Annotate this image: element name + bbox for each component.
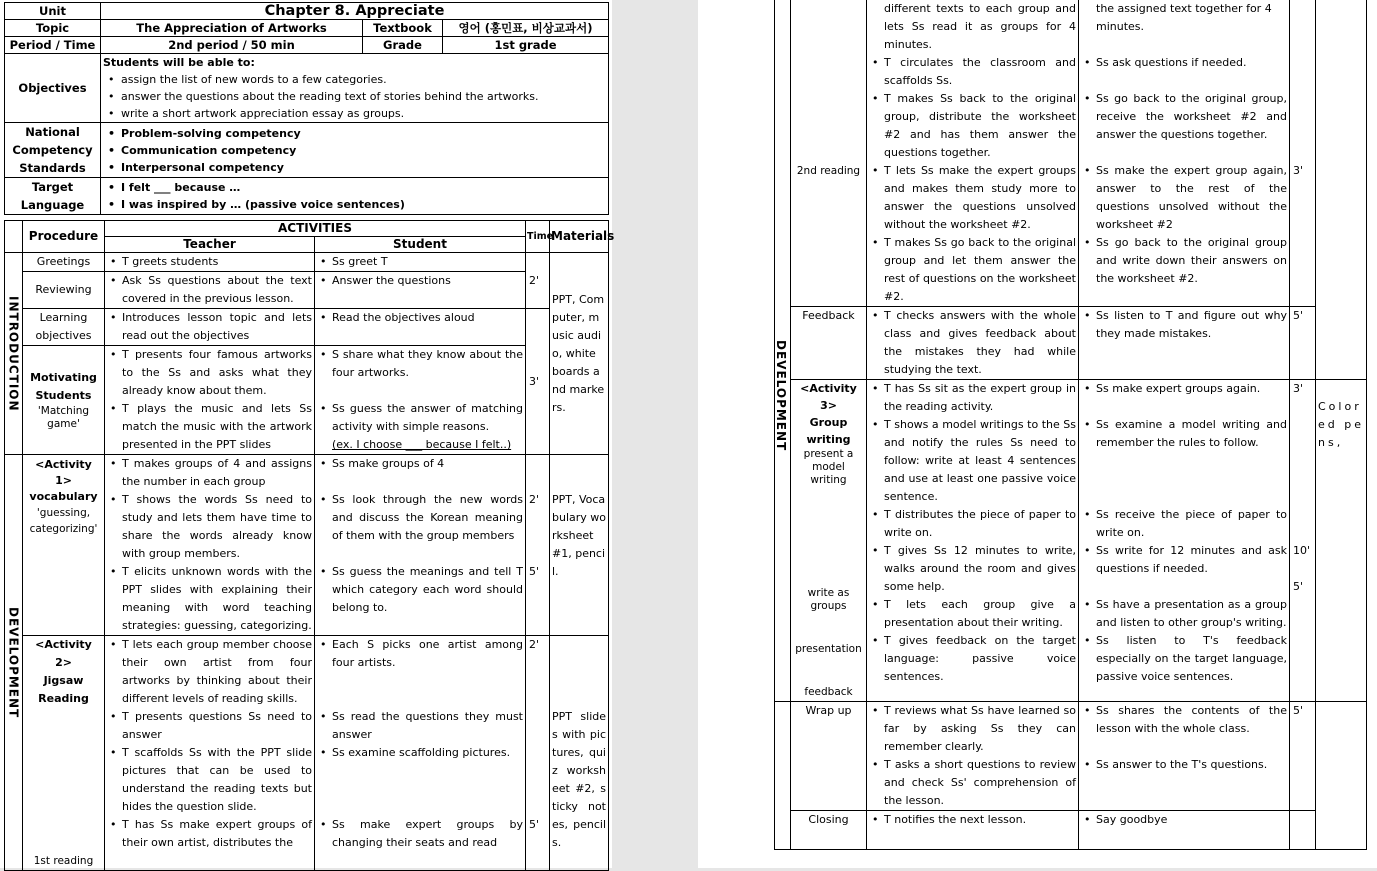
proc-2nd-reading	[791, 0, 867, 307]
target-cell	[101, 178, 609, 215]
teacher-item: • T makes Ss go back to the original group and let them answer the rest of questions on the worksheet #2.	[869, 234, 1076, 306]
time-value: 5'	[529, 565, 540, 578]
time-cell	[1290, 380, 1316, 702]
textbook-label: Textbook	[363, 20, 443, 37]
teacher-header: Teacher	[105, 237, 315, 253]
time-cell: 5'	[1290, 307, 1316, 380]
materials-header: Materials	[550, 221, 609, 253]
proc-line: <Activity 1>	[35, 458, 92, 487]
objective-item: • answer the questions about the reading text of stories behind the artworks.	[103, 88, 606, 105]
student-cell	[1079, 811, 1290, 850]
teacher-cell	[105, 455, 315, 636]
proc-activity-1	[23, 455, 105, 636]
student-item: • Ss examine scaffolding pictures.	[317, 744, 523, 762]
time-cell	[526, 455, 550, 636]
student-cell	[315, 346, 526, 455]
objective-item: • write a short artwork appreciation essay as groups.	[103, 105, 606, 122]
materials-empty	[1316, 0, 1367, 380]
teacher-cell	[867, 0, 1079, 307]
proc-closing: Closing	[791, 811, 867, 850]
student-item: • Ss answer to the T's questions.	[1081, 756, 1287, 774]
objectives-list	[103, 71, 606, 122]
proc-line: Students	[35, 389, 92, 402]
proc-sub-line: feedback	[804, 686, 853, 698]
time-value: 2'	[529, 638, 540, 651]
time-value: 2'	[529, 493, 540, 506]
teacher-item: • T gives Ss 12 minutes to write, walks around the room and gives some help.	[869, 542, 1076, 596]
standards-label	[5, 123, 101, 178]
teacher-item: • T notifies the next lesson.	[869, 811, 1076, 829]
student-cell	[315, 309, 526, 346]
teacher-cell	[867, 811, 1079, 850]
teacher-item: • T scaffolds Ss with the PPT slide pictures that can be used to understand the reading texts but hides the question slide.	[107, 744, 312, 816]
student-item: • Ss guess the answer of matching activity with simple reasons.	[317, 400, 523, 436]
student-item: • Answer the questions	[317, 272, 523, 290]
proc-sub-line: 'Matching	[37, 405, 90, 417]
teacher-cell	[105, 346, 315, 455]
lesson-info-table	[4, 2, 609, 215]
proc-sub-line: presentation	[795, 643, 862, 655]
student-item: • Ss ask questions if needed.	[1081, 54, 1287, 72]
proc-sub-line: categorizing'	[29, 523, 98, 535]
teacher-item: • Introduces lesson topic and lets read out the objectives	[107, 309, 312, 345]
proc-motivating	[23, 346, 105, 455]
teacher-item: • T asks a short questions to review and check Ss' comprehension of the lesson.	[869, 756, 1076, 810]
page-left	[0, 0, 615, 868]
standard-item: • Interpersonal competency	[103, 159, 606, 176]
proc-sub-line: 'guessing,	[36, 507, 91, 519]
time-cell: 5'	[1290, 702, 1316, 811]
target-label-line: Target	[31, 180, 74, 194]
teacher-item: • T distributes the piece of paper to write on.	[869, 506, 1076, 542]
proc-sub-line: groups	[810, 600, 847, 612]
page-right	[698, 0, 1377, 868]
proc-activity-3	[791, 380, 867, 702]
lesson-plan-table-left	[4, 220, 615, 871]
teacher-item: • T greets students	[107, 253, 312, 271]
time-value: 5'	[529, 818, 540, 831]
proc-line: Learning	[39, 311, 88, 324]
time-cell	[526, 636, 550, 871]
objectives-intro: Students will be able to:	[103, 56, 255, 69]
student-item: • Ss have a presentation as a group and listen to other group's writing.	[1081, 596, 1287, 632]
unit-value: Chapter 8. Appreciate	[101, 3, 609, 20]
proc-line: vocabulary	[29, 490, 98, 503]
proc-sub-line: 2nd reading	[796, 165, 861, 177]
student-header: Student	[315, 237, 526, 253]
materials-activity-1: PPT, Vocabulary worksheet #1, pencil.	[550, 455, 609, 636]
proc-line: Motivating	[30, 371, 97, 384]
student-item: • Ss read the questions they must answer	[317, 708, 523, 744]
student-item: • S share what they know about the four artworks.	[317, 346, 523, 382]
standards-cell	[101, 123, 609, 178]
student-item: • Ss look through the new words and discuss the Korean meaning of them with the group members	[317, 491, 523, 545]
student-cell	[1079, 702, 1290, 811]
proc-line: Group writing	[806, 416, 851, 446]
target-label-line: Language	[20, 198, 85, 212]
proc-activity-2	[23, 636, 105, 871]
lesson-plan-table-right	[774, 0, 1367, 850]
teacher-item: • T lets each group member choose their own artist from four artworks by thinking about their different levels of reading skills.	[107, 636, 312, 708]
teacher-item: • T lets Ss make the expert groups and makes them study more to answer the questions unsolved without the worksheet #2.	[869, 162, 1076, 234]
time-cell	[1290, 0, 1316, 307]
activities-header: ACTIVITIES	[105, 221, 526, 237]
standards-label-line: Competency	[12, 143, 93, 157]
teacher-item: • T elicits unknown words with the PPT slides with explaining their meaning with word teaching strategies: guessing, categorizing.	[107, 563, 312, 635]
proc-sub-line: 1st reading	[33, 855, 94, 867]
student-cell	[1079, 0, 1290, 307]
objective-item: • assign the list of new words to a few categories.	[103, 71, 606, 88]
teacher-item: • T has Ss sit as the expert group in the reading activity.	[869, 380, 1076, 416]
materials-activity-2: PPT slides with pictures, quiz worksheet #2, sticky notes, pencils.	[550, 636, 609, 871]
target-item: • I felt ___ because …	[103, 179, 606, 196]
materials-activity-3: Colored pens,	[1316, 380, 1367, 702]
materials-empty	[1316, 702, 1367, 850]
teacher-cell	[105, 253, 315, 272]
proc-reviewing: Reviewing	[23, 272, 105, 309]
stage-consolidation	[775, 702, 791, 850]
objectives-cell	[101, 54, 609, 123]
student-item: • Ss examine a model writing and remember the rules to follow.	[1081, 416, 1287, 452]
target-label	[5, 178, 101, 215]
student-item: • Ss shares the contents of the lesson with the whole class.	[1081, 702, 1287, 738]
teacher-item: • T makes Ss back to the original group, distribute the worksheet #2 and has them answer the questions together.	[869, 90, 1076, 162]
teacher-item: • T reviews what Ss have learned so far by asking Ss they can remember clearly.	[869, 702, 1076, 756]
proc-line: <Activity 3>	[800, 382, 857, 412]
student-item: • Ss make expert groups again.	[1081, 380, 1287, 398]
target-list	[103, 179, 606, 213]
proc-line: objectives	[35, 329, 92, 342]
student-item: • Read the objectives aloud	[317, 309, 523, 327]
teacher-item: • T shows the words Ss need to study and lets them have time to share the words already know with group members.	[107, 491, 312, 563]
grade-value: 1st grade	[443, 37, 609, 54]
student-example: (ex. I choose ___ because I felt..)	[332, 438, 512, 451]
topic-value: The Appreciation of Artworks	[101, 20, 363, 37]
proc-line: Jigsaw Reading	[38, 674, 89, 705]
teacher-item: • T presents questions Ss need to answer	[107, 708, 312, 744]
student-item: • Ss listen to T's feedback especially on the target language, passive voice sentences.	[1081, 632, 1287, 686]
teacher-cell	[105, 309, 315, 346]
student-cell	[315, 455, 526, 636]
student-cell	[315, 636, 526, 871]
student-item: the assigned text together for 4 minutes.	[1096, 2, 1272, 33]
topic-label: Topic	[5, 20, 101, 37]
time-cell: 3'	[526, 309, 550, 455]
teacher-cell	[867, 307, 1079, 380]
student-item: • Ss receive the piece of paper to write on.	[1081, 506, 1287, 542]
student-item: • Ss go back to the original group and write down their answers on the worksheet #2.	[1081, 234, 1287, 288]
grade-label: Grade	[363, 37, 443, 54]
teacher-item: different texts to each group and lets Ss read it as groups for 4 minutes.	[884, 2, 1076, 51]
procedure-header: Procedure	[23, 221, 105, 253]
proc-sub-line: write as	[807, 587, 850, 599]
proc-sub-line: present a	[803, 448, 854, 460]
stage-introduction: INTRODUCTION	[5, 253, 23, 455]
proc-feedback: Feedback	[791, 307, 867, 380]
standards-label-line: National	[25, 125, 80, 139]
student-item: • Ss listen to T and figure out why they made mistakes.	[1081, 307, 1287, 343]
time-cell: 2'	[526, 253, 550, 309]
time-value: 3'	[1293, 382, 1304, 395]
proc-sub-line: model writing	[810, 461, 847, 486]
teacher-cell	[867, 702, 1079, 811]
student-item: • Say goodbye	[1081, 811, 1287, 829]
student-item: • Ss go back to the original group, receive the worksheet #2 and answer the questions together.	[1081, 90, 1287, 144]
student-item: • Ss make expert groups by changing their seats and read	[317, 816, 523, 852]
teacher-item: • T checks answers with the whole class and gives feedback about the mistakes they had while studying the text.	[869, 307, 1076, 379]
stage-development: DEVELOPMENT	[775, 0, 791, 702]
stage-header	[5, 221, 23, 253]
student-item: • Ss write for 12 minutes and ask questions if needed.	[1081, 542, 1287, 578]
student-cell	[1079, 307, 1290, 380]
student-cell	[315, 272, 526, 309]
standards-list	[103, 125, 606, 176]
student-item: • Ss make groups of 4	[317, 455, 523, 473]
proc-sub-line: game'	[47, 418, 80, 430]
proc-greetings: Greetings	[23, 253, 105, 272]
teacher-item: • T presents four famous artworks to the Ss and asks what they already know about them.	[107, 346, 312, 400]
time-cell	[1290, 811, 1316, 850]
standard-item: • Communication competency	[103, 142, 606, 159]
time-value: 5'	[1293, 580, 1304, 593]
teacher-cell	[105, 272, 315, 309]
proc-learning-objectives	[23, 309, 105, 346]
objectives-label: Objectives	[5, 54, 101, 123]
teacher-item: • T shows a model writings to the Ss and notify the rules Ss need to follow: write at least 4 sentences and use at least one passive voice sentence.	[869, 416, 1076, 506]
student-item: • Each S picks one artist among four artists.	[317, 636, 523, 672]
standard-item: • Problem-solving competency	[103, 125, 606, 142]
teacher-item: • T circulates the classroom and scaffolds Ss.	[869, 54, 1076, 90]
teacher-cell	[105, 636, 315, 871]
student-item: • Ss greet T	[317, 253, 523, 271]
teacher-item: • T lets each group give a presentation about their writing.	[869, 596, 1076, 632]
student-cell	[1079, 380, 1290, 702]
stage-development: DEVELOPMENT	[5, 455, 23, 871]
teacher-item: • T plays the music and lets Ss match the music with the artwork presented in the PPT slides	[107, 400, 312, 454]
teacher-item: • T has Ss make expert groups of their own artist, distributes the	[107, 816, 312, 852]
teacher-item: • T gives feedback on the target language: passive voice sentences.	[869, 632, 1076, 686]
time-header: Time	[526, 221, 550, 253]
materials-intro: PPT, Computer, music audio, white boards and markers.	[550, 253, 609, 455]
unit-label: Unit	[5, 3, 101, 20]
teacher-item: • T makes groups of 4 and assigns the number in each group	[107, 455, 312, 491]
student-item: • Ss guess the meanings and tell T which category each word should belong to.	[317, 563, 523, 617]
proc-line: <Activity 2>	[35, 638, 92, 669]
student-cell	[315, 253, 526, 272]
period-value: 2nd period / 50 min	[101, 37, 363, 54]
period-label: Period / Time	[5, 37, 101, 54]
textbook-value: 영어 (홍민표, 비상교과서)	[443, 20, 609, 37]
teacher-item: • Ask Ss questions about the text covered in the previous lesson.	[107, 272, 312, 308]
time-value: 3'	[1293, 164, 1304, 177]
target-item: • I was inspired by … (passive voice sentences)	[103, 196, 606, 213]
time-value: 10'	[1293, 544, 1311, 557]
standards-label-line: Standards	[19, 161, 86, 175]
teacher-cell	[867, 380, 1079, 702]
student-item: • Ss make the expert group again, answer to the rest of the questions unsolved without the worksheet #2	[1081, 162, 1287, 234]
proc-wrap-up: Wrap up	[791, 702, 867, 811]
